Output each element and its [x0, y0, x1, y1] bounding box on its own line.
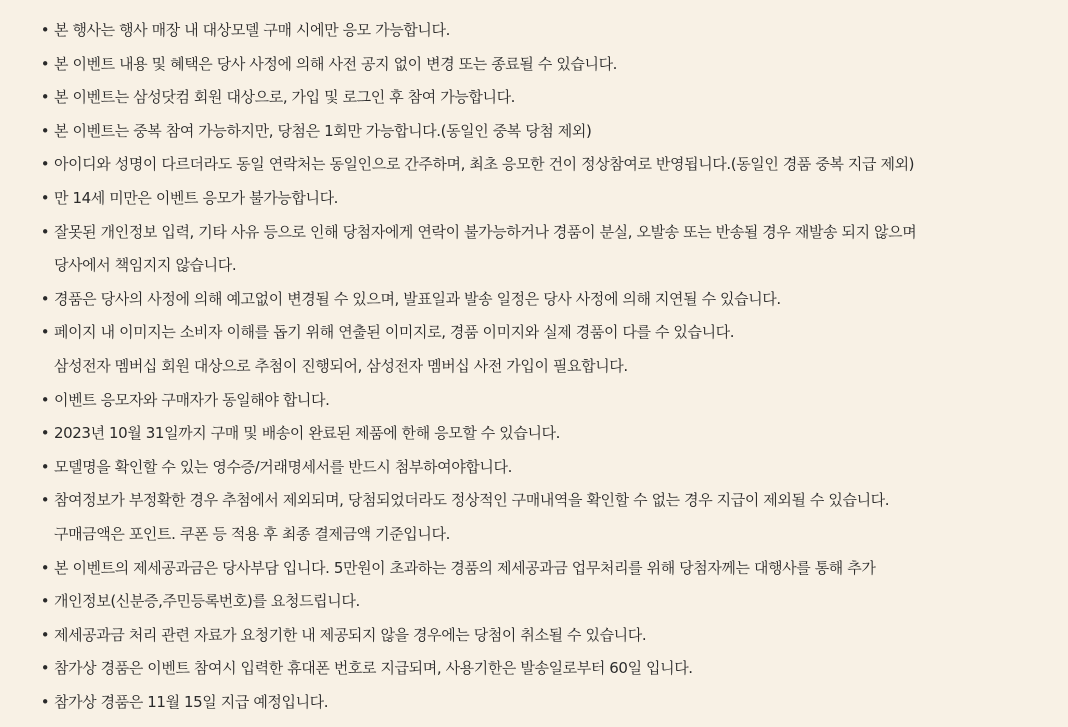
- notice-text: 페이지 내 이미지는 소비자 이해를 돕기 위해 연출된 이미지로, 경품 이미지와 실제 경품이 다를 수 있습니다.: [54, 323, 735, 342]
- notice-line: [38, 283, 1058, 317]
- notice-line: [38, 384, 1058, 418]
- notice-line-continuation: [38, 249, 1058, 283]
- notice-line: [38, 148, 1058, 182]
- notice-line: [38, 216, 1058, 250]
- notice-line-continuation: [38, 350, 1058, 384]
- notice-text: 삼성전자 멤버십 회원 대상으로 추첨이 진행되어, 삼성전자 멤버십 사전 가입이 필요합니다.: [54, 356, 628, 375]
- bullet-icon: •: [40, 390, 50, 409]
- notice-text: 경품은 당사의 사정에 의해 예고없이 변경될 수 있으며, 발표일과 발송 일정은 당사 사정에 의해 지연될 수 있습니다.: [54, 289, 781, 308]
- notice-text: 본 행사는 행사 매장 내 대상모델 구매 시에만 응모 가능합니다.: [54, 21, 450, 39]
- notice-line: [38, 316, 1058, 350]
- notice-line: [38, 115, 1058, 149]
- notice-line: [38, 81, 1058, 115]
- notice-line: [38, 585, 1058, 619]
- bullet-icon: •: [40, 54, 50, 73]
- bullet-icon: •: [40, 692, 50, 711]
- notice-text: 본 이벤트는 삼성닷컴 회원 대상으로, 가입 및 로그인 후 참여 가능합니다.: [54, 88, 516, 107]
- notice-line: [38, 686, 1058, 720]
- notice-line-continuation: [38, 518, 1058, 552]
- event-notice-list: [38, 14, 1058, 719]
- bullet-icon: •: [40, 558, 50, 577]
- bullet-icon: •: [40, 188, 50, 207]
- notice-text: 모델명을 확인할 수 있는 영수증/거래명세서를 반드시 첨부하여야합니다.: [54, 457, 512, 476]
- notice-text: 당사에서 책임지지 않습니다.: [54, 256, 237, 275]
- notice-line: [38, 14, 1058, 48]
- notice-text: 만 14세 미만은 이벤트 응모가 불가능합니다.: [54, 188, 339, 207]
- bullet-icon: •: [40, 155, 50, 174]
- bullet-icon: •: [40, 222, 50, 241]
- bullet-icon: •: [40, 491, 50, 510]
- notice-text: 참여정보가 부정확한 경우 추첨에서 제외되며, 당첨되었더라도 정상적인 구매내역을 확인할 수 없는 경우 지급이 제외될 수 있습니다.: [54, 491, 890, 510]
- notice-line: [38, 182, 1058, 216]
- notice-text: 참가상 경품은 11월 15일 지급 예정입니다.: [54, 692, 329, 711]
- bullet-icon: •: [40, 625, 50, 644]
- bullet-icon: •: [40, 659, 50, 678]
- notice-text: 본 이벤트의 제세공과금은 당사부담 입니다. 5만원이 초과하는 경품의 제세공과금 업무처리를 위해 당첨자께는 대행사를 통해 추가: [54, 558, 876, 577]
- notice-text: 제세공과금 처리 관련 자료가 요청기한 내 제공되지 않을 경우에는 당첨이 취소될 수 있습니다.: [54, 625, 647, 644]
- notice-text: 아이디와 성명이 다르더라도 동일 연락처는 동일인으로 간주하며, 최초 응모한 건이 정상참여로 반영됩니다.(동일인 경품 중복 지급 제외): [54, 155, 915, 174]
- notice-line: [38, 48, 1058, 82]
- notice-line: [38, 552, 1058, 586]
- bullet-icon: •: [40, 121, 50, 140]
- notice-line: [38, 451, 1058, 485]
- bullet-icon: •: [40, 21, 50, 39]
- notice-text: 잘못된 개인정보 입력, 기타 사유 등으로 인해 당첨자에게 연락이 불가능하거나 경품이 분실, 오발송 또는 반송될 경우 재발송 되지 않으며: [54, 222, 917, 241]
- notice-text: 개인정보(신분증,주민등록번호)를 요청드립니다.: [54, 592, 360, 611]
- notice-text: 본 이벤트는 중복 참여 가능하지만, 당첨은 1회만 가능합니다.(동일인 중복 당첨 제외): [54, 121, 592, 140]
- notice-text: 2023년 10월 31일까지 구매 및 배송이 완료된 제품에 한해 응모할 수 있습니다.: [54, 424, 560, 443]
- notice-text: 이벤트 응모자와 구매자가 동일해야 합니다.: [54, 390, 330, 409]
- notice-line: [38, 619, 1058, 653]
- bullet-icon: •: [40, 424, 50, 443]
- notice-text: 구매금액은 포인트. 쿠폰 등 적용 후 최종 결제금액 기준입니다.: [54, 524, 450, 543]
- notice-line: [38, 484, 1058, 518]
- bullet-icon: •: [40, 323, 50, 342]
- notice-text: 본 이벤트 내용 및 혜택은 당사 사정에 의해 사전 공지 없이 변경 또는 종료될 수 있습니다.: [54, 54, 618, 73]
- notice-line: [38, 652, 1058, 686]
- notice-line: [38, 417, 1058, 451]
- bullet-icon: •: [40, 289, 50, 308]
- bullet-icon: •: [40, 457, 50, 476]
- bullet-icon: •: [40, 592, 50, 611]
- bullet-icon: •: [40, 88, 50, 107]
- notice-text: 참가상 경품은 이벤트 참여시 입력한 휴대폰 번호로 지급되며, 사용기한은 발송일로부터 60일 입니다.: [54, 659, 693, 678]
